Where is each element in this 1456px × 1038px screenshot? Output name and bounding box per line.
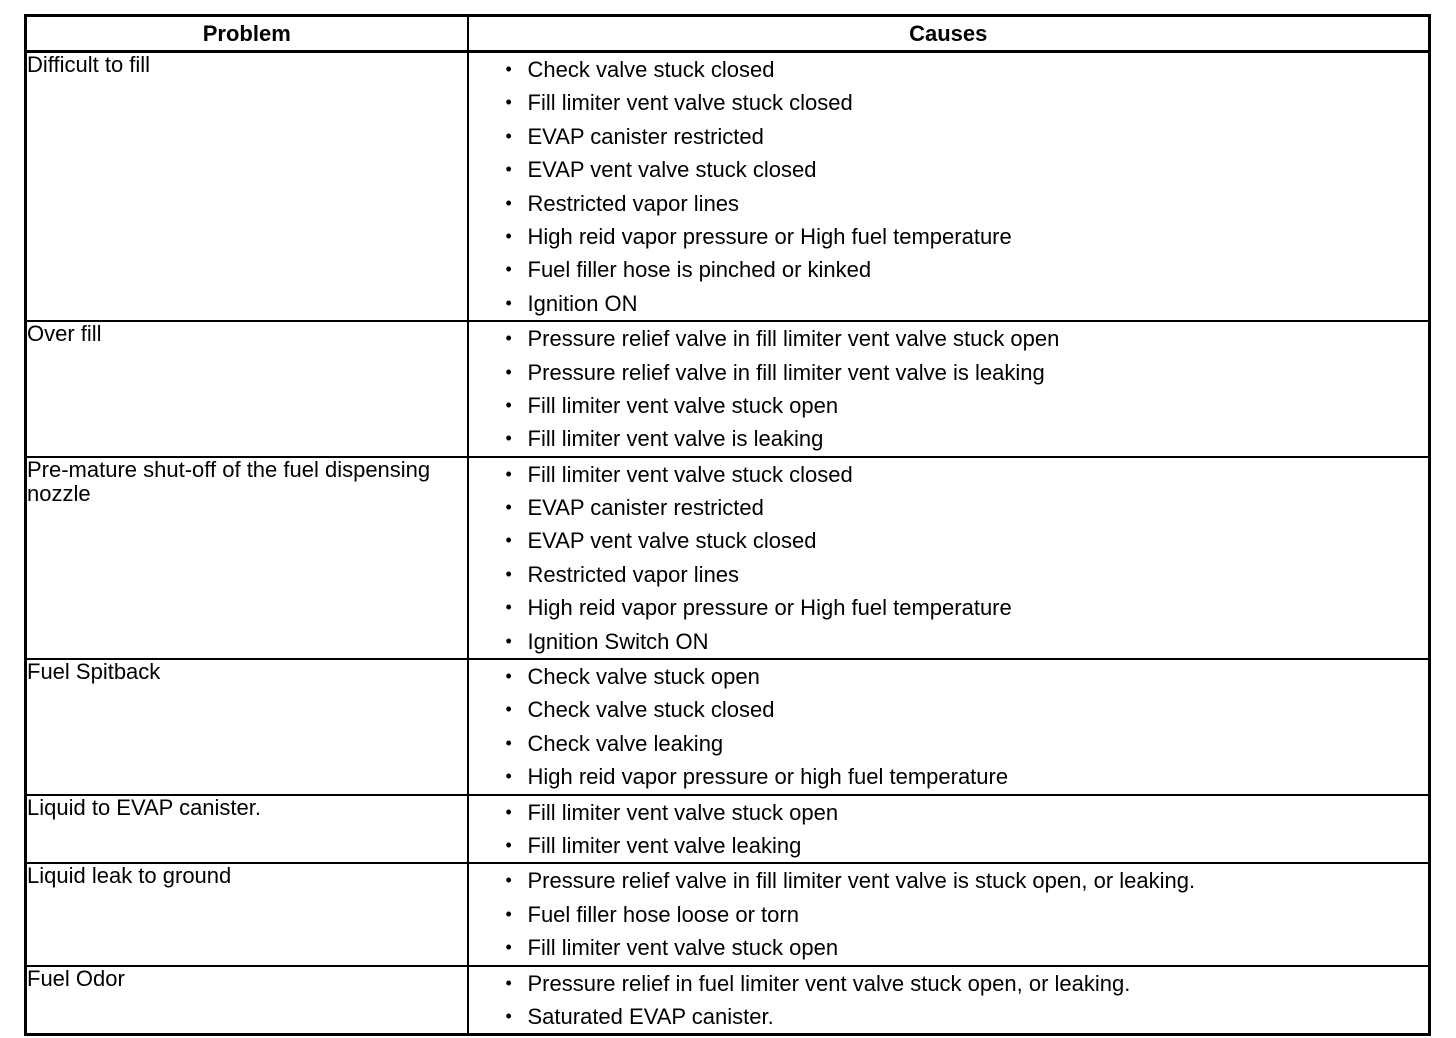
- cause-text: Fill limiter vent valve stuck open: [527, 392, 839, 418]
- table-row: [26, 321, 1430, 457]
- cause-item: [469, 253, 1429, 286]
- causes-column-header: Causes: [468, 16, 1430, 52]
- bullet-icon: •: [505, 259, 512, 280]
- cause-item: [469, 796, 1429, 829]
- table-row: [26, 966, 1430, 1035]
- cause-list: [469, 53, 1429, 320]
- table-row: [26, 863, 1430, 965]
- causes-cell: [468, 321, 1430, 457]
- bullet-icon: •: [505, 125, 512, 146]
- bullet-icon: •: [505, 903, 512, 924]
- cause-item: [469, 389, 1429, 422]
- cause-text: Fill limiter vent valve stuck open: [527, 799, 839, 825]
- cause-text: EVAP canister restricted: [527, 495, 764, 521]
- cause-item: [469, 356, 1429, 389]
- cause-list: [469, 660, 1429, 794]
- causes-cell: [468, 457, 1430, 659]
- cause-item: [469, 220, 1429, 253]
- causes-cell: [468, 966, 1430, 1035]
- bullet-icon: •: [505, 394, 512, 415]
- problem-cell: Liquid leak to ground: [26, 863, 468, 965]
- bullet-icon: •: [505, 530, 512, 551]
- cause-text: Pressure relief valve in fill limiter vent valve stuck open: [527, 326, 1060, 352]
- cause-text: Fill limiter vent valve stuck closed: [527, 90, 853, 116]
- bullet-icon: •: [505, 225, 512, 246]
- problem-cell: Fuel Odor: [26, 966, 468, 1035]
- cause-item: [469, 558, 1429, 591]
- bullet-icon: •: [505, 732, 512, 753]
- cause-text: High reid vapor pressure or High fuel temperature: [527, 595, 1012, 621]
- problem-cell: Fuel Spitback: [26, 659, 468, 795]
- causes-cell: [468, 795, 1430, 864]
- cause-text: High reid vapor pressure or high fuel temperature: [527, 764, 1009, 790]
- table-row: [26, 457, 1430, 659]
- cause-text: Pressure relief valve in fill limiter vent valve is leaking: [527, 359, 1045, 385]
- cause-text: Check valve leaking: [527, 730, 724, 756]
- cause-text: Saturated EVAP canister.: [527, 1003, 774, 1029]
- cause-text: Restricted vapor lines: [527, 190, 740, 216]
- bullet-icon: •: [505, 699, 512, 720]
- cause-list: [469, 796, 1429, 863]
- cause-item: [469, 760, 1429, 793]
- cause-text: Ignition ON: [527, 290, 638, 316]
- cause-text: Restricted vapor lines: [527, 561, 740, 587]
- causes-cell: [468, 659, 1430, 795]
- table-body: [26, 52, 1430, 1035]
- cause-list: [469, 967, 1429, 1034]
- bullet-icon: •: [505, 834, 512, 855]
- problem-cell: Over fill: [26, 321, 468, 457]
- bullet-icon: •: [505, 870, 512, 891]
- cause-item: [469, 898, 1429, 931]
- cause-item: [469, 53, 1429, 86]
- cause-text: Pressure relief valve in fill limiter vent valve is stuck open, or leaking.: [527, 868, 1196, 894]
- cause-list: [469, 322, 1429, 456]
- bullet-icon: •: [505, 292, 512, 313]
- cause-item: [469, 829, 1429, 862]
- cause-text: High reid vapor pressure or High fuel temperature: [527, 223, 1012, 249]
- cause-text: Check valve stuck closed: [527, 697, 775, 723]
- cause-text: EVAP canister restricted: [527, 123, 764, 149]
- cause-item: [469, 322, 1429, 355]
- cause-item: [469, 458, 1429, 491]
- cause-text: Check valve stuck closed: [527, 57, 775, 82]
- problem-cell: Pre-mature shut-off of the fuel dispensing nozzle: [26, 457, 468, 659]
- bullet-icon: •: [505, 630, 512, 651]
- cause-list: [469, 864, 1429, 964]
- cause-item: [469, 931, 1429, 964]
- bullet-icon: •: [505, 597, 512, 618]
- bullet-icon: •: [505, 937, 512, 958]
- bullet-icon: •: [505, 192, 512, 213]
- table-row: [26, 795, 1430, 864]
- header-row: [26, 16, 1430, 52]
- bullet-icon: •: [505, 328, 512, 349]
- cause-text: Ignition Switch ON: [527, 628, 709, 654]
- bullet-icon: •: [505, 563, 512, 584]
- bullet-icon: •: [505, 972, 512, 993]
- cause-text: Fill limiter vent valve stuck open: [527, 935, 839, 961]
- cause-text: EVAP vent valve stuck closed: [527, 157, 817, 183]
- cause-item: [469, 153, 1429, 186]
- problem-cell: Liquid to EVAP canister.: [26, 795, 468, 864]
- cause-item: [469, 422, 1429, 455]
- cause-item: [469, 86, 1429, 119]
- bullet-icon: •: [505, 92, 512, 113]
- cause-item: [469, 287, 1429, 320]
- cause-text: Fill limiter vent valve stuck closed: [527, 461, 853, 487]
- cause-item: [469, 1000, 1429, 1033]
- bullet-icon: •: [505, 801, 512, 822]
- cause-item: [469, 693, 1429, 726]
- cause-text: Check valve stuck open: [527, 664, 760, 690]
- cause-item: [469, 187, 1429, 220]
- causes-cell: [468, 863, 1430, 965]
- cause-text: Fuel filler hose is pinched or kinked: [527, 257, 872, 283]
- bullet-icon: •: [505, 428, 512, 449]
- cause-text: Fill limiter vent valve is leaking: [527, 426, 824, 452]
- bullet-icon: •: [505, 59, 512, 79]
- bullet-icon: •: [505, 159, 512, 180]
- bullet-icon: •: [505, 1005, 512, 1026]
- bullet-icon: •: [505, 463, 512, 484]
- cause-text: Pressure relief in fuel limiter vent valve stuck open, or leaking.: [527, 970, 1131, 996]
- cause-text: Fill limiter vent valve leaking: [527, 832, 802, 858]
- cause-item: [469, 524, 1429, 557]
- cause-text: Fuel filler hose loose or torn: [527, 901, 799, 927]
- table-row: [26, 659, 1430, 795]
- causes-cell: [468, 52, 1430, 322]
- table-row: [26, 52, 1430, 322]
- bullet-icon: •: [505, 497, 512, 518]
- cause-item: [469, 967, 1429, 1000]
- bullet-icon: •: [505, 766, 512, 787]
- bullet-icon: •: [505, 666, 512, 687]
- diagnosis-table: [24, 14, 1431, 1036]
- cause-item: [469, 660, 1429, 693]
- problem-column-header: Problem: [26, 16, 468, 52]
- cause-text: EVAP vent valve stuck closed: [527, 528, 817, 554]
- cause-item: [469, 864, 1429, 897]
- bullet-icon: •: [505, 361, 512, 382]
- cause-list: [469, 458, 1429, 658]
- cause-item: [469, 120, 1429, 153]
- problem-cell: Difficult to fill: [26, 52, 468, 322]
- cause-item: [469, 625, 1429, 658]
- cause-item: [469, 591, 1429, 624]
- cause-item: [469, 727, 1429, 760]
- cause-item: [469, 491, 1429, 524]
